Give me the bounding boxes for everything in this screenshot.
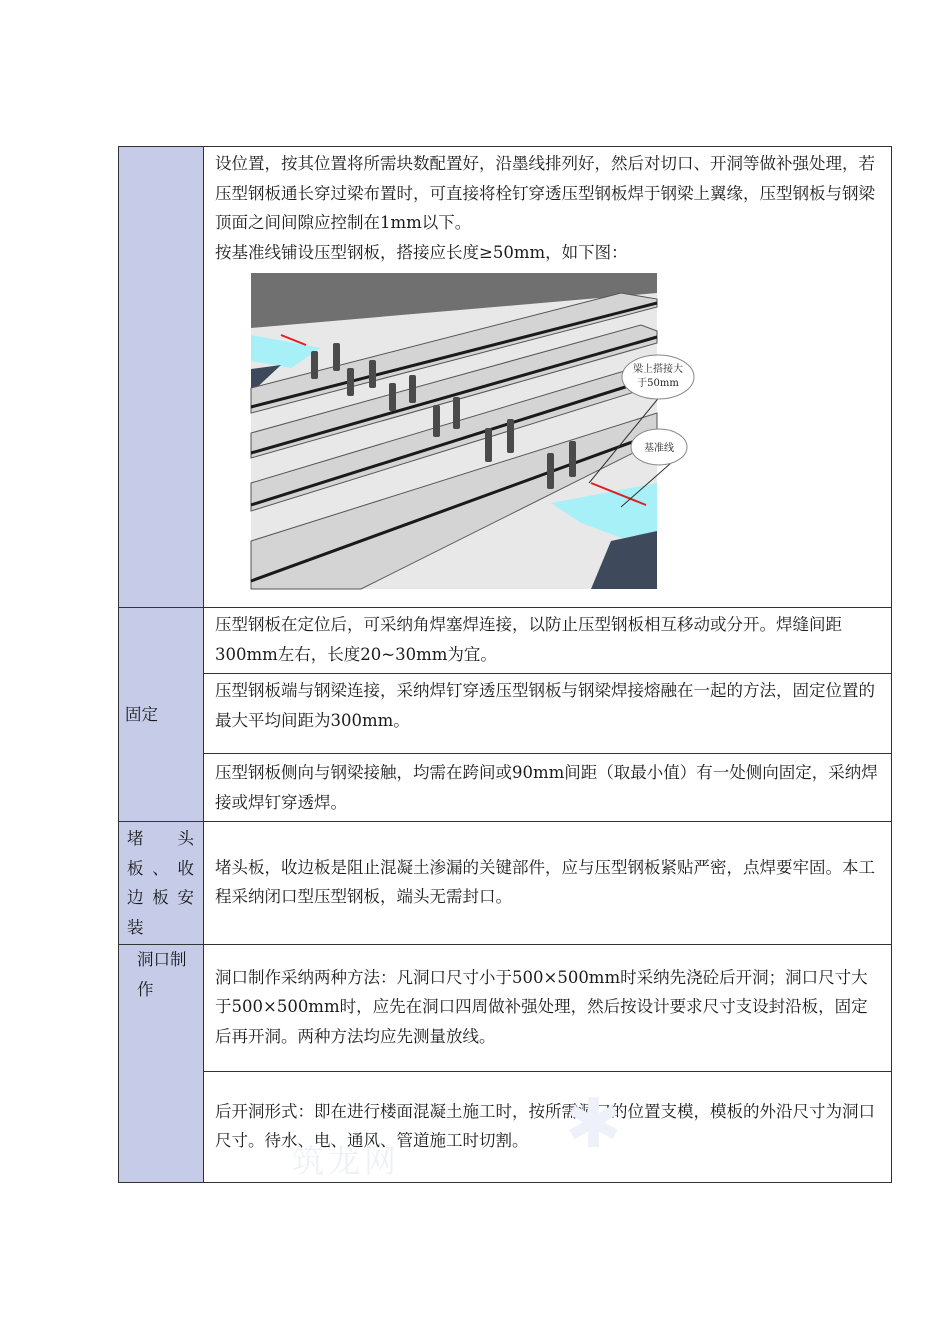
construction-method-table bbox=[118, 146, 892, 1183]
fixing-cell-1: 压型钢板在定位后，可采纳角焊塞焊连接，以防止压型钢板相互移动或分开。焊缝间距300mm左右，长度20~30mm为宜。 bbox=[204, 608, 892, 674]
laying-content-cell bbox=[204, 147, 892, 608]
label-opening: 洞口制作 bbox=[119, 945, 204, 1183]
opening-cell-2: 后开洞形式：即在进行楼面混凝土施工时，按所需洞口的位置支模，模板的外沿尺寸为洞口尺寸。待水、电、通风、管道施工时切割。 bbox=[204, 1072, 892, 1183]
callout-overlap-line1: 梁上搭接大 bbox=[633, 364, 683, 375]
label-fixing: 固定 bbox=[119, 608, 204, 822]
fixing-cell-3: 压型钢板侧向与钢梁接触，均需在跨间或90mm间距（取最小值）有一处侧向固定，采纳焊接或焊钉穿透焊。 bbox=[204, 754, 892, 822]
watermark: 筑龙网 bbox=[292, 1142, 401, 1180]
watermark-logo-icon: ✱ bbox=[565, 1085, 622, 1164]
end-plate-cell: 堵头板，收边板是阻止混凝土渗漏的关键部件，应与压型钢板紧贴严密，点焊要牢固。本工程采纳闭口型压型钢板，端头无需封口。 bbox=[204, 822, 892, 945]
laying-paragraph-1: 设位置，按其位置将所需块数配置好，沿墨线排列好，然后对切口、开洞等做补强处理，若压型钢板通长穿过梁布置时，可直接将栓钉穿透压型钢板焊于钢梁上翼缘，压型钢板与钢梁顶面之间间隙应控制在1mm以下。 bbox=[215, 154, 875, 232]
label-cell-empty bbox=[119, 147, 204, 608]
deck-laying-figure bbox=[251, 273, 683, 589]
laying-paragraph-2: 按基准线铺设压型钢板，搭接应长度≥50mm，如下图： bbox=[215, 242, 628, 262]
fixing-cell-2: 压型钢板端与钢梁连接，采纳焊钉穿透压型钢板与钢梁焊接熔融在一起的方法，固定位置的最大平均间距为300mm。 bbox=[204, 674, 892, 754]
deck-3d-illustration bbox=[251, 273, 683, 589]
callout-baseline: 基准线 bbox=[644, 443, 674, 454]
opening-cell-1: 洞口制作采纳两种方法：凡洞口尺寸小于500×500mm时采纳先浇砼后开洞；洞口尺寸大于500×500mm时，应先在洞口四周做补强处理，然后按设计要求尺寸支设封沿板，固定后再开洞。两种方法均应先测量放线。 bbox=[204, 945, 892, 1072]
callout-overlap-line2: 于50mm bbox=[637, 378, 679, 389]
label-end-plate-install: 堵头板、收边板安装 bbox=[119, 822, 204, 945]
